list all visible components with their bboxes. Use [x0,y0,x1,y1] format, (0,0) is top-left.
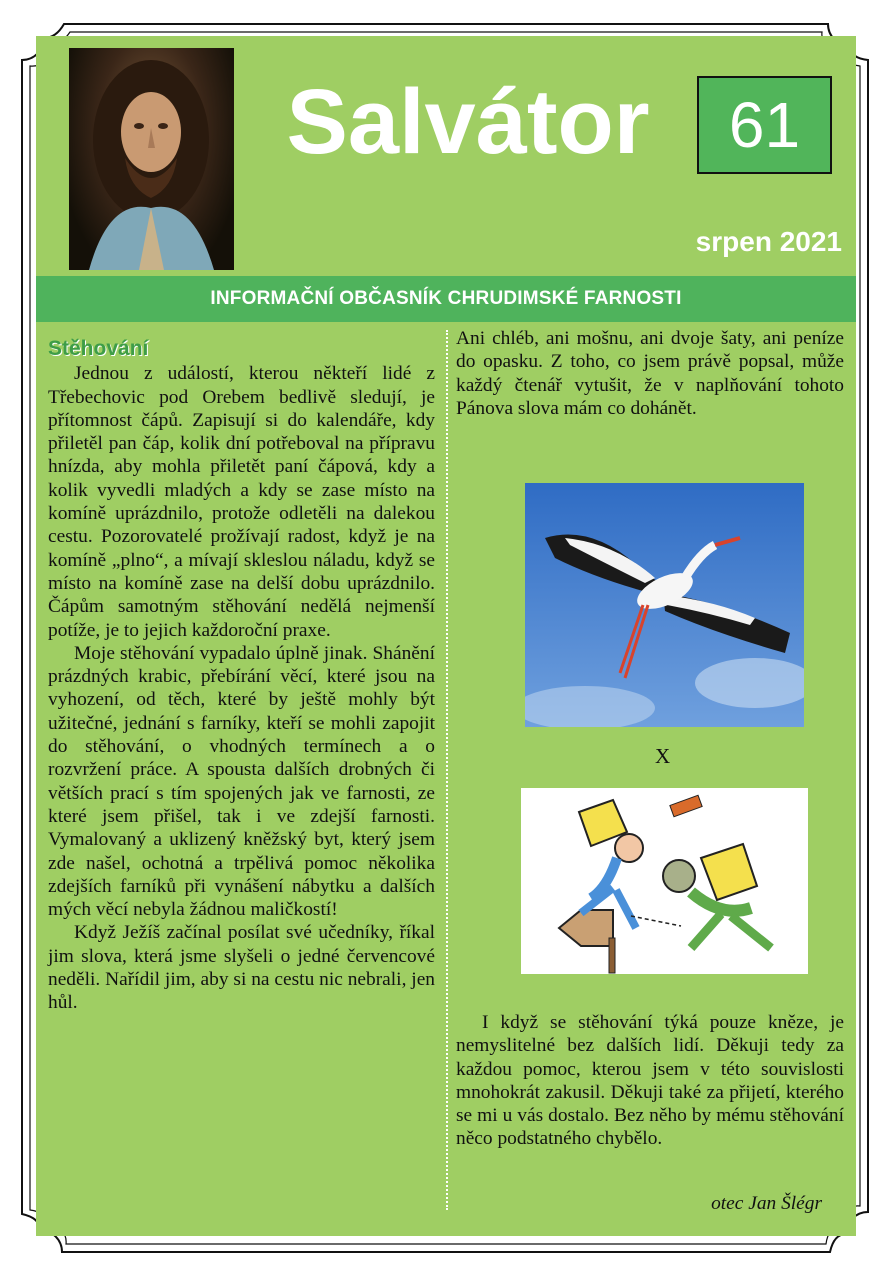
issue-number-badge: 61 [697,76,832,174]
newsletter-title: Salvátor [286,71,650,173]
comparison-separator: X [655,744,671,768]
article-paragraph: Jednou z událostí, kterou někteří lidé z Třebechovic pod Orebem bedlivě sledují, je přítomnost čápů. Zapisují si do kalendáře, kdy přiletěl pan čáp, kolik dní potřeboval na přípravu hnízda, aby mohla přiletět paní čápová, kdy a kolik vyvedli mladých a kdy se zase místo na komíně uprázdnilo, protože odletěli na dalekou cestu. Pozorovatelé prožívají radost, když je na komíně „plno“, a mívají skleslou náladu, když se místo na komíně zase na delší dobu uprázdnilo. Čápům samotným stěhování nedělá nejmenší potíže, je to jejich každoroční praxe. [48,363,435,641]
article-paragraph-continued: Ani chléb, ani mošnu, ani dvoje šaty, ani peníze do opasku. Z toho, co jsem právě popsal, může každý čtenář vytušit, že v naplňování tohoto Pánova slova mám co dohánět. [456,328,844,419]
issue-date: srpen 2021 [695,226,842,257]
article-right-column [456,327,844,420]
closing-text: I když se stěhování týká pouze kněze, je nemyslitelné bez dalších lidí. Děkuji tedy za každou pomoc, kterou jsem v této souvislosti mnohokrát zakusil. Děkuji také za přijetí, kterého se mi u vás dostalo. Bez něho by mému stěhování něco podstatného chybělo. [456,1012,844,1150]
author-signature: otec Jan Šlégr [711,1193,822,1214]
article-paragraph: Když Ježíš začínal posílat své učedníky, říkal jim slova, která jsme slyšeli o jedné červencové neděli. Nařídil jim, aby si na cestu nic nebrali, jen hůl. [48,922,435,1014]
article-closing-paragraph [456,1011,844,1151]
salvator-portrait-image [69,48,234,270]
stork-photo [525,483,804,727]
article-left-column [48,337,435,1015]
article-paragraph: Moje stěhování vypadalo úplně jinak. Shánění prázdných krabic, přebírání věcí, které jsou na vyhození, od těch, které by ještě mohly být užitečné, jednání s farníky, kteří se mohli zapojit do stěhování, o vhodných termínech a o rozvržení práce. A spousta dalších drobných či větších prací s tím spojených jak ve farnosti, ze které jsem přišel, tak i ve zdejší farnosti. Vymalovaný a uklizený kněžský byt, který jsem zde našel, ochotná a trpělivá pomoc několika zdejších farníků při vynášení nábytku a dalších mých věcí nebyla žádnou maličkostí! [48,642,435,921]
subtitle-banner: INFORMAČNÍ OBČASNÍK CHRUDIMSKÉ FARNOSTI [36,276,856,322]
moving-cartoon-illustration [521,788,808,974]
column-divider [446,330,448,1210]
article-heading: Stěhování [48,337,149,360]
